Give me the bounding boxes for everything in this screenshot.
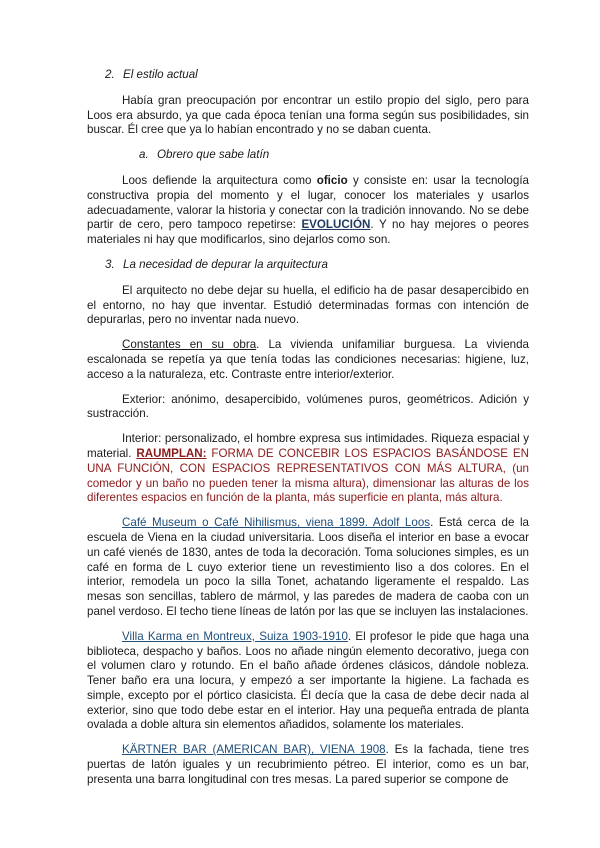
section-heading-estilo-actual <box>87 68 529 83</box>
subsection-heading-obrero <box>87 148 529 163</box>
term-evolucion: EVOLUCIÓN <box>301 218 371 232</box>
section-title: El estilo actual <box>123 68 198 81</box>
text-run: y consiste en: usar la tecnología constructiva propia del momento y el lugar, conocer los materiales y usarlos adecuadamente, valorar la historia y conectar con la tradición innovando. No se debe partir de cero, pero tampoco repetirse: <box>87 173 529 232</box>
paragraph-estilo: Había gran preocupación por encontrar un estilo propio del siglo, pero para Loos era absurdo, ya que cada época tenían una forma según sus posibilidades, sin buscar. Él cree que ya lo habían encontrado y no se daban cuenta. <box>87 93 529 137</box>
term-constantes: Constantes en su obra <box>122 338 257 352</box>
text-run: . Es la fachada, tiene tres puertas de latón iguales y un recubrimiento pétreo. El interior, como es un bar, presenta una barra longitudinal con tres mesas. La pared superior se compone de <box>87 743 529 786</box>
paragraph-cafe-museum <box>87 516 529 620</box>
text-run: Interior: personalizado, el hombre expresa sus intimidades. Riqueza espacial y material. <box>87 432 529 460</box>
paragraph-interior <box>87 432 529 506</box>
text-run: . Está cerca de la escuela de Viena en la ciudad universitaria. Loos diseña el interior en base a evocar un café vienés de 1830, antes de toda la decoración. Toma soluciones simples, es un café en forma de L cuyo exterior tiene un revestimiento liso a dos colores. En el interior, remodela un poco la silla Tonet, achatando ligeramente el respaldo. Las mesas son sencillas, tablero de mármol, y las paredes de madera de caoba con un panel verdoso. El techo tiene líneas de latón por las que se incluyen las instalaciones. <box>87 516 529 618</box>
section-number: 3. <box>105 257 115 271</box>
term-raumplan: RAUMPLAN: <box>136 446 207 460</box>
section-number: 2. <box>105 68 115 81</box>
subsection-letter: a. <box>139 148 149 162</box>
text-run: Loos defiende la arquitectura como <box>122 173 317 187</box>
paragraph-exterior: Exterior: anónimo, desapercibido, volúmenes puros, geométricos. Adición y sustracción. <box>87 392 529 421</box>
paragraph-villa-karma <box>87 630 529 734</box>
subsection-title: Obrero que sabe latín <box>157 148 270 162</box>
section-title: La necesidad de depurar la arquitectura <box>123 257 328 271</box>
raumplan-definition: FORMA DE CONCEBIR LOS ESPACIOS BASÁNDOSE EN UNA FUNCIÓN, CON ESPACIOS REPRESENTATIVOS CON MÁS ALTURA, (un comedor y un baño no pueden tener la misma altura), dimensionar las alturas de los diferentes espacios en función de la planta, más superficie en planta, más altura. <box>87 446 529 505</box>
paragraph-oficio <box>87 174 529 248</box>
document-page <box>87 68 529 798</box>
text-run: . La vivienda unifamiliar burguesa. La vivienda escalonada se repetía ya que tenía todas las condiciones necesarias: higiene, luz, acceso a la naturaleza, etc. Contraste entre interior/exterior. <box>87 338 529 381</box>
link-kartner-bar[interactable]: KÄRTNER BAR (AMERICAN BAR), VIENA 1908 <box>122 743 386 757</box>
link-cafe-museum[interactable]: Café Museum o Café Nihilismus, viena 1899. Adolf Loos <box>122 516 431 530</box>
section-heading-depurar <box>87 258 529 273</box>
paragraph-kartner-bar <box>87 743 529 787</box>
paragraph-constantes <box>87 338 529 382</box>
term-oficio: oficio <box>316 173 348 187</box>
text-run: . El profesor le pide que haga una biblioteca, despacho y baños. Loos no añade ningún elemento decorativo, juega con el volumen claro y rotundo. En el baño añade órdenes clásicos, dándole nobleza. Tener baño era una locura, y empezó a ser importante la higiene. La fachada es simple, excepto por el pórtico clasicista. Él decía que la casa de debe decir nada al exterior, sino que todo debe estar en el interior. Hay una pequeña entrada de planta ovalada a doble altura sin elementos añadidos, solamente los materiales. <box>87 629 530 732</box>
text-run: . Y no hay mejores o peores materiales ni hay que modificarlos, sino dejarlos como son. <box>87 218 529 247</box>
link-villa-karma[interactable]: Villa Karma en Montreux, Suiza 1903-1910 <box>122 629 348 643</box>
paragraph-arquitecto: El arquitecto no debe dejar su huella, el edificio ha de pasar desapercibido en el entorno, no hay que inventar. Estudió determinadas formas con intención de depurarlas, pero no inventar nada nuevo. <box>87 283 529 327</box>
